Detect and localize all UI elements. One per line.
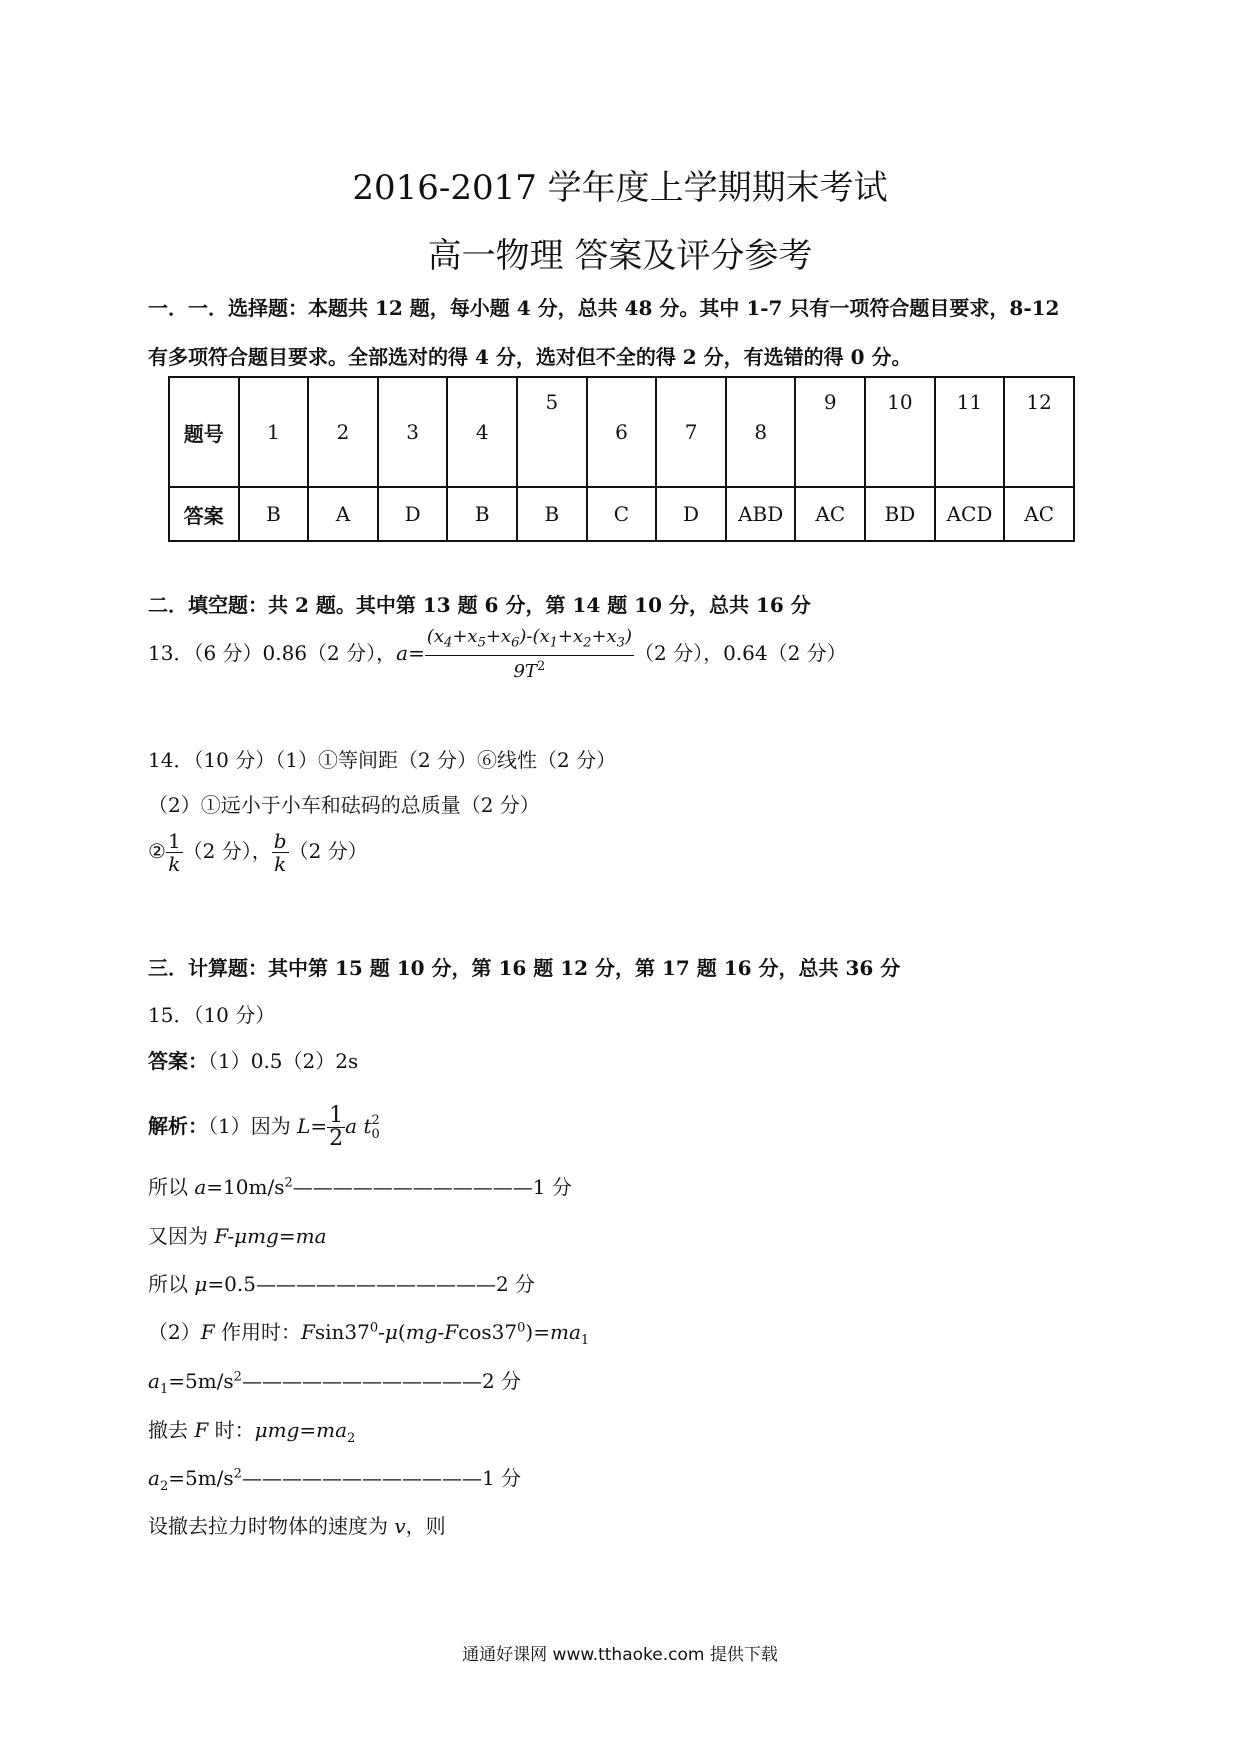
table-cell-number: 6: [587, 377, 657, 487]
table-cell-number: 2: [308, 377, 378, 487]
table-cell-number: 5: [517, 377, 587, 487]
calc-line-6: 撤去 F 时：$\mu mg=ma_2$: [148, 1418, 356, 1446]
section3-heading: 三．计算题：其中第 15 题 10 分，第 16 题 12 分，第 17 题 16 分，总共 36 分: [148, 956, 901, 980]
fraction-one-half: $\frac{1}{2}$: [329, 1103, 344, 1151]
table-cell-number: 9: [795, 377, 865, 487]
table-cell-answer: C: [587, 487, 657, 541]
section2-heading: 二．填空题：共 2 题。其中第 13 题 6 分，第 14 题 10 分，总共 16 分: [148, 593, 811, 617]
calc-line-7: $a_2=5m/s^2————————————1$ 分: [148, 1466, 522, 1494]
calc-line-1: 所以 $a=10m/s^2————————————1$ 分: [148, 1175, 572, 1199]
table-header-number: 题号: [169, 377, 239, 487]
q14-line2: （2）①远小于小车和砝码的总质量（2 分）: [148, 793, 540, 817]
table-cell-answer: B: [447, 487, 517, 541]
q13-fraction: $\frac{(x_4+x_5+x_6)-(x_1+x_2+x_3)}{9T^2}$: [426, 626, 632, 682]
table-cell-answer: B: [517, 487, 587, 541]
table-cell-answer: A: [308, 487, 378, 541]
q14-line1: 14．（10 分）（1）①等间距（2 分）⑥线性（2 分）: [148, 748, 617, 772]
page-title: 2016-2017 学年度上学期期末考试: [352, 168, 888, 208]
calc-line-8: 设撤去拉力时物体的速度为 v，则: [148, 1514, 446, 1538]
q14-line3: ② $\frac{1}{k}$ （2 分）， $\frac{b}{k}$ （2 分）: [148, 829, 368, 876]
table-cell-number: 4: [447, 377, 517, 487]
calc-line-3: 所以 μ=0.5————————————2 分: [148, 1272, 536, 1296]
q15-answer: 答案：（1）0.5（2）2s: [148, 1049, 359, 1073]
calc-line-5: $a_1=5m/s^2————————————2$ 分: [148, 1369, 522, 1397]
calc-line-2: 又因为 F-μmg=ma: [148, 1224, 327, 1248]
footer-source: 通通好课网 www.tthaoke.com 提供下载: [462, 1645, 778, 1665]
table-cell-number: 3: [378, 377, 448, 487]
table-row-numbers: [169, 377, 1074, 487]
table-cell-number: 1: [239, 377, 309, 487]
table-cell-answer: AC: [1004, 487, 1074, 541]
page-subtitle: 高一物理 答案及评分参考: [427, 236, 813, 276]
q15-analysis: 解析：（1）因为 L= $\frac{1}{2}$ a t 2 0: [148, 1103, 380, 1151]
table-header-answer: 答案: [169, 487, 239, 541]
table-cell-number: 7: [656, 377, 726, 487]
calc-line-4: （2）F 作用时：$Fsin37^0-\mu(mg-Fcos37^0)=ma_1$: [148, 1320, 590, 1348]
table-cell-answer: ACD: [935, 487, 1005, 541]
fraction-1-over-k: $\frac{1}{k}$: [167, 829, 181, 876]
section1-heading-line2: 有多项符合题目要求。全部选对的得 4 分，选对但不全的得 2 分，有选错的得 0 分。: [148, 345, 912, 369]
table-row-answers: [169, 487, 1074, 541]
table-cell-answer: AC: [795, 487, 865, 541]
table-cell-number: 10: [865, 377, 935, 487]
section1-heading-line1: 一．一．选择题：本题共 12 题，每小题 4 分，总共 48 分。其中 1-7 只有一项符合题目要求，8-12: [148, 296, 1060, 320]
table-cell-number: 11: [935, 377, 1005, 487]
table-cell-answer: D: [656, 487, 726, 541]
table-cell-answer: BD: [865, 487, 935, 541]
table-cell-answer: D: [378, 487, 448, 541]
fraction-b-over-k: $\frac{b}{k}$: [273, 829, 287, 876]
table-cell-answer: ABD: [726, 487, 796, 541]
q15-label: 15．（10 分）: [148, 1003, 276, 1027]
table-cell-answer: B: [239, 487, 309, 541]
q13-answer: 13．（6 分）0.86（2 分），a= $\frac{(x_4+x_5+x_6)-(x_1+x_2+x_3)}{9T^2}$ （2 分），0.64（2 分）: [148, 626, 847, 682]
answer-table: [168, 376, 1075, 542]
table-cell-number: 12: [1004, 377, 1074, 487]
table-cell-number: 8: [726, 377, 796, 487]
